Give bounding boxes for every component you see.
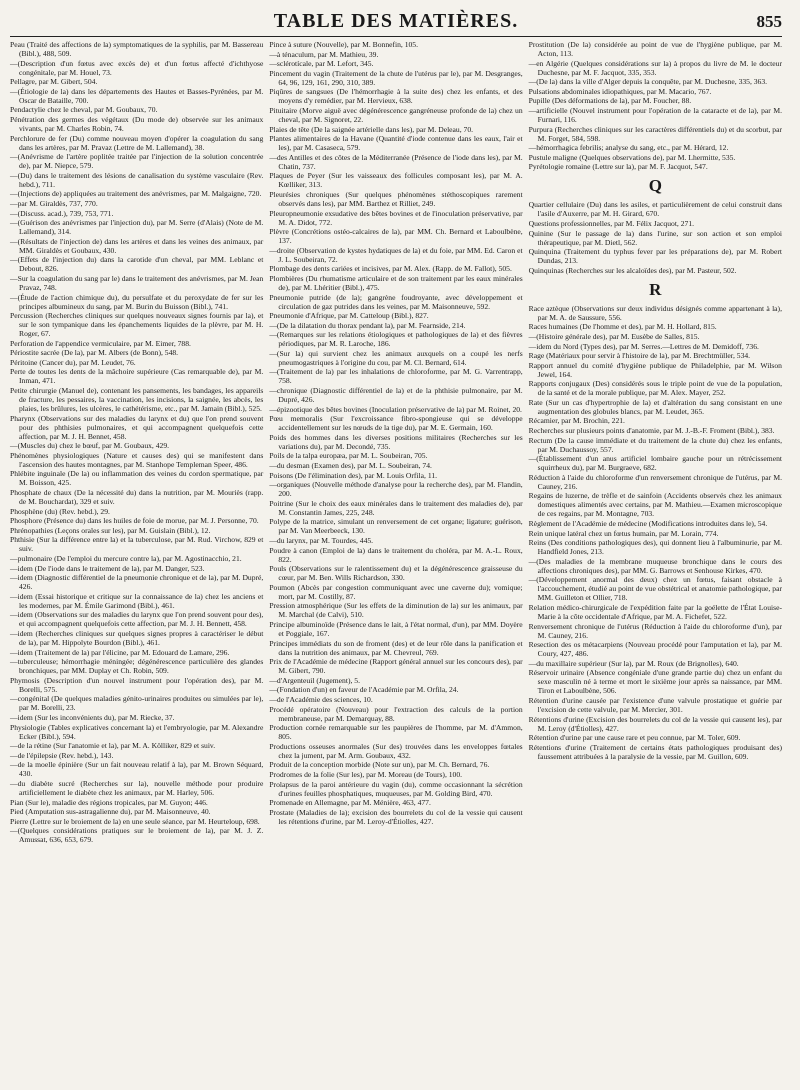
index-entry: Peau (Traité des affections de la) symptomatiques de la syphilis, par M. Bassereau (Bibl.), 488, 509. [10,40,264,58]
index-entry: Phymosis (Description d'un nouvel instrument pour l'opération des), par M. Borelli, 575. [10,675,264,694]
index-entry: Productions osseuses anormales (Sur des) trouvées dans les enveloppes fœtales chez la jument, par M. Arm. Goubaux, 432. [269,741,523,760]
index-entry: —artificielle (Nouvel instrument pour l'opération de la cataracte et de la), par M. Furnari, 116. [528,105,782,124]
index-entry: —(Établissement d'un anus artificiel lombaire gauche pour un rétrécissement squirrheux du), par M. Burgraeve, 682. [528,454,782,473]
index-entry: —(Étiologie de la) dans les départements des Hautes et Basses-Pyrénées, par M. Oscar de Bataille, 700. [10,86,264,105]
index-entry: Races humaines (De l'homme et des), par M. H. Hollard, 815. [528,322,717,332]
section-letter: Q [648,176,662,196]
index-entry: Plombage des dents cariées et incisives, par M. Alex. (Rapp. de M. Fallot), 505. [269,264,512,274]
index-entry: —(Muscles du) chez le bœuf, par M. Goubaux, 429. [10,441,170,451]
index-entry: —(Développement anormal des deux) chez un fœtus, faisant obstacle à l'accouchement, étudié au point de vue obstétrical et anatomie pathologique, par MM. Guilleton et Ollier, 718. [528,575,782,603]
index-entry: Plaques de Peyer (Sur les vaisseaux des follicules composant les), par M. A. Kœlliker, 313. [269,171,523,190]
index-entry: Rein unique latéral chez un fœtus humain, par M. Lorain, 774. [528,528,719,538]
index-entry: —des Antilles et des côtes de la Méditerranée (Présence de l'iode dans les), par M. Chatin, 737. [269,152,523,171]
index-entry: Pendactylie chez le cheval, par M. Goubaux, 70. [10,105,158,115]
index-entry: Péritoine (Cancer du), par M. Leudet, 76. [10,357,136,367]
index-entry: Perte de toutes les dents de la mâchoire supérieure (Cas remarquable de), par M. Inman, 471. [10,367,264,386]
index-entry: Plantes alimentaires de la Havane (Quantité d'iode contenue dans les eaux, l'air et les), par M. Casaseca, 579. [269,134,523,153]
index-entry: —congénital (De quelques maladies génito-urinaires produites ou simulées par le), par M. Borelli, 23. [10,694,264,713]
page-number: 855 [756,12,782,31]
index-entry: —chronique (Diagnostic différentiel de la) et de la phthisie pulmonaire, par M. Dupré, 426. [269,386,523,405]
index-entry: Réduction à l'aide du chloroforme d'un renversement chronique de l'utérus, par M. Cauney, 216. [528,472,782,491]
index-entry: —(Traitement de la) par les inhalations de chloroforme, par M. G. Varrentrapp, 758. [269,367,523,386]
index-entry: —idem du Nord (Types des), par M. Serres.—Lettres de M. Demidoff, 736. [528,341,759,351]
index-entry: Réservoir urinaire (Absence congéniale d'une grande partie du) chez un enfant du sexe masculin né à terme et mort le sixième jour après sa naissance, par MM. Tiron et Laboulbène, 506. [528,668,782,696]
index-entry: Reins (Des conditions pathologiques des), qui donnent lieu à l'albuminurie, par M. Handfield Jones, 213. [528,538,782,557]
index-entry: —tuberculeuse; hémorrhagie méningée; dégénérescence particulière des glandes bronchiques, par MM. Duplay et Ch. Robin, 509. [10,657,264,676]
index-entry: Poisons (De l'élimination des), par M. Louis Orfila, 11. [269,470,438,480]
index-entry: —idem (Diagnostic différentiel de la pneumonie chronique et de la), par M. Dupré, 426. [10,573,264,592]
index-entry: Prolapsus de la paroi antérieure du vagin (du), comme occasionnant la sécrétion d'urines feuilles phosphatiques, muqueuses, par M. Golding Bird, 470. [269,779,523,798]
header-rule [10,36,782,37]
index-entry: —(Remarques sur les relations étiologiques et pathologiques de la) et des fièvres périodiques, par M. R. Laroche, 186. [269,330,523,349]
index-entry: Prodromes de la folie (Sur les), par M. Moreau (de Tours), 100. [269,769,463,779]
index-entry: Pituitaire (Morve aiguë avec dégénérescence gangréneuse profonde de la) chez un cheval, par M. Signoret, 22. [269,105,523,124]
index-entry: Rétentions d'urine (Excision des bourrelets du col de la vessie qui causent les), par M. Leroy (d'Étiolles), 427. [528,714,782,733]
index-entry: Piqûres de sangsues (De l'hémorrhagie à la suite des) chez les enfants, et des moyens d'y remédier, par M. Hervieux, 638. [269,87,523,106]
index-entry: Rage (Matériaux pour servir à l'histoire de la), par M. Brechtmüller, 534. [528,351,751,361]
index-entry: Pulsations abdominales idiopathiques, par M. Macario, 767. [528,86,712,96]
index-entry: —(Injections de) appliquées au traitement des anévrismes, par M. Malgaigne, 720. [10,189,262,199]
index-entry: Prix de l'Académie de médecine (Rapport général annuel sur les concours des), par M. Gibert, 790. [269,657,523,676]
index-entry: Pustule maligne (Quelques observations de), par M. Lhermitte, 535. [528,152,736,162]
index-entry: Pince à suture (Nouvelle), par M. Bonnefin, 105. [269,40,419,49]
index-entry: Pharynx (Observations sur des maladies du larynx et du) que l'on prend souvent pour des phthisies pulmonaires, et qui accompagnent quelquefois cette affection, par M. J. H. Bennet, 458. [10,413,264,441]
index-entry: Pleurésies chroniques (Sur quelques phénomènes stéthoscopiques rarement observés dans les), par MM. Barthez et Rilliet, 249. [269,189,523,208]
index-entry: Percussion (Recherches cliniques sur quelques nouveaux signes fournis par la), et sur le son tympanique dans les épanchements liquides de la plèvre, par M. H. Roger, 67. [10,311,264,339]
index-entry: —(Fondation d'un) en faveur de l'Académie par M. Orfila, 24. [269,685,459,695]
index-entry: Rate (Sur un cas d'hypertrophie de la) et d'altération du sang consistant en une augmentation des globules blancs, par M. Leudet, 365. [528,397,782,416]
index-entry: Quartier cellulaire (Du) dans les asiles, et particulièrement de celui construit dans l'asile d'Auxerre, par M. H. Girard, 670. [528,200,782,219]
index-entry: —(Des maladies de la membrane muqueuse bronchique dans le cours des affections chroniques des), par MM. G. Barrows et Senhouse Kirkes, 470. [528,556,782,575]
index-entry: —idem (Essai historique et critique sur la connaissance de la) chez les anciens et les modernes, par M. Émile Garimond (Bibl.), 461. [10,591,264,610]
index-entry: Pneumonie putride (de la); gangrène foudroyante, avec développement et circulation de gaz putrides dans les veines, par M. Maisonneuve, 592. [269,292,523,311]
index-entry: Prostate (Maladies de la); excision des bourrelets du col de la vessie qui causent les rétentions d'urine, par M. Leroy-d'Étiolles, 427. [269,807,523,826]
index-entry: Périostite sacrée (De la), par M. Albers (de Bonn), 548. [10,348,179,358]
index-entry: Quinquina (Traitement du typhus fever par les préparations de), par M. Robert Dundas, 213. [528,247,782,266]
index-entry: —du diabète sucré (Recherches sur la), nouvelle méthode pour produire artificiellement le diabète chez les animaux, par M. Harley, 506. [10,778,264,797]
index-entry: Prostitution (De la) considérée au point de vue de l'hygiène publique, par M. Acton, 113. [528,40,782,58]
index-entry: —idem (Sur les inconvénients du), par M. Riecke, 37. [10,712,175,722]
index-entry: —du larynx, par M. Tourdes, 445. [269,536,374,545]
index-entry: Pouls (Observations sur le ralentissement du) et la dégénérescence graisseuse du cœur, par M. Ben. Wills Richardson, 330. [269,564,523,583]
index-entry: Purpura (Recherches cliniques sur les caractères différentiels du) et du scorbut, par M. Forget, 584, 598. [528,124,782,143]
index-entry: Produit de la conception morbide (Note sur un), par M. Ch. Bernard, 76. [269,760,490,770]
index-entry: Renversement chronique de l'utérus (Réduction à l'aide du chloroforme d'un), par M. Cauney, 216. [528,621,782,640]
index-entry: —en Algérie (Quelques considérations sur la) à propos du livre de M. le docteur Duchesne, par M. F. Jacquot, 335, 353. [528,58,782,77]
index-entry: Pupille (Des déformations de la), par M. Foucher, 88. [528,96,692,106]
index-entry: Quinine (Sur le passage de la) dans l'urine, sur son action et son emploi thérapeutique, par M. Dietl, 562. [528,228,782,247]
index-entry: —(Anévrisme de l'artère poplitée traitée par l'injection de la solution concentrée de), par M. Niepce, 579. [10,152,264,171]
index-entry: Quinquinas (Recherches sur les alcaloïdes des), par M. Pasteur, 502. [528,265,737,275]
index-entry: Phosphène (du) (Rev. hebd.), 29. [10,506,110,516]
index-entry: Phosphore (Présence du) dans les huiles de foie de morue, par M. J. Personne, 70. [10,516,259,526]
index-entry: Règlement de l'Académie de médecine (Modifications introduites dans le), 54. [528,519,768,529]
index-entry: Questions professionnelles, par M. Félix Jacquot, 271. [528,218,695,228]
index-entry: Pied (Amputation sus-astragalienne du), par M. Maisonneuve, 40. [10,807,211,817]
index-entry: Pyrétologie romaine (Lettre sur la), par M. F. Jacquot, 547. [528,162,708,172]
index-entry: Recherches sur plusieurs points d'anatomie, par M. J.-B.-F. Froment (Bibl.), 383. [528,426,775,436]
index-entry: —(De la dilatation du thorax pendant la), par M. Fearnside, 214. [269,320,466,330]
index-entry: —de l'Académie des sciences, 10. [269,694,373,704]
index-entry: —droite (Observation de kystes hydatiques de la) et du foie, par MM. Ed. Caron et J. L. Soubeiran, 72. [269,245,523,264]
index-entry: Pleuropneumonie exsudative des bêtes bovines et de l'inoculation préservative, par M. A. Didot, 772. [269,208,523,227]
index-entry: —idem (Traitement de la) par l'élicine, par M. Edouard de Lamare, 296. [10,647,230,657]
index-entry: Pneumonie d'Afrique, par M. Catteloup (Bibl.), 827. [269,311,429,321]
index-entry: Récamier, par M. Brochin, 221. [528,416,625,426]
column-middle [269,40,522,826]
index-entry: Relation médico-chirurgicale de l'expédition faite par la goélette de l'État Louise-Marie à la côte occidentale d'Afrique, par M. A. Fichefet, 522. [528,603,782,621]
index-entry: —de l'épilepsie (Rev. hebd.), 143. [10,750,114,760]
index-entry: Pénétration des germes des végétaux (Du mode de) observée sur les animaux vivants, par M. Charles Robin, 74. [10,114,264,133]
index-entry: —Sur la coagulation du sang par le) dans le traitement des anévrismes, par M. Jean Pravaz, 748. [10,273,264,292]
index-entry: Phlébite inguinale (De la) ou inflammation des veines du cordon spermatique, par M. Boisson, 425. [10,469,264,488]
index-entry: —idem (De l'iode dans le traitement de la), par M. Danger, 523. [10,563,205,573]
index-entry: Pierre (Lettre sur le broiement de la) en une seule séance, par M. Heurteloup, 698. [10,816,260,826]
index-entry: Phrénopathies (Leçons orales sur les), par M. Guislain (Bibl.), 12. [10,525,211,535]
page-header [10,8,782,34]
index-entry: Poids des hommes dans les diverses positions militaires (Recherches sur les variations du), par M. Decondé, 735. [269,432,523,451]
index-columns [10,40,782,845]
index-entry: —par M. Giraldès, 737, 770. [10,198,98,208]
index-entry: Rapports conjugaux (Des) considérés sous le triple point de vue de la population, de la santé et de la morale publique, par M. Alex. Mayer, 252. [528,379,782,398]
index-entry: Polype de la matrice, simulant un renversement de cet organe; ligature; guérison, par M. Van Meerbeeck, 130. [269,517,523,536]
index-entry: Pellagre, par M. Gibert, 504. [10,77,98,87]
index-entry: —de la rétine (Sur l'anatomie et la), par M. A. Kölliker, 829 et suiv. [10,741,216,751]
index-entry: Poitrine (Sur le choix des eaux minérales dans le traitement des maladies de), par M. Constantin James, 225, 248. [269,498,523,517]
index-entry: Procédé opératoire (Nouveau) pour l'extraction des calculs de la portion membraneuse, par M. Demarquay, 88. [269,704,523,723]
index-entry: —(Histoire générale des), par M. Eusèbe de Salles, 815. [528,331,700,341]
index-entry: Perforation de l'appendice vermiculaire, par M. Eimer, 788. [10,338,191,348]
index-entry: Resection des os métacarpiens (Nouveau procédé pour l'amputation et la), par M. Coury, 427, 486. [528,640,782,659]
index-entry: Poumon (Abcès par congestion communiquant avec une caverne du); vomique; mort, par M. Costilly, 87. [269,582,523,601]
index-entry: —(Étude de l'action chimique du), du persulfate et du peroxydate de fer sur les principes albumineux du sang, par M. Burin du Buisson (Bibl.), 741. [10,292,264,311]
index-entry: Plaies de tête (De la saignée artérielle dans les), par M. Deleau, 70. [269,124,474,134]
index-entry: —(Du) dans le traitement des lésions de canalisation du système vasculaire (Rev. hebd.), 711. [10,170,264,189]
index-entry: Phosphate de chaux (De la nécessité du) dans la nutrition, par M. Mouriès (rapp. de M. Bouchardat), 329 et suiv. [10,488,264,507]
index-entry: —du maxillaire supérieur (Sur la), par M. Roux (de Brignolles), 640. [528,658,739,668]
column-left [10,40,263,845]
index-entry: Perchlorure de fer (Du) comme nouveau moyen d'opérer la coagulation du sang dans les artères, par M. Pravaz (Lettre de M. Lallemand), 38. [10,133,264,152]
index-entry: —d'Argenteuil (Jugement), 5. [269,675,360,685]
index-entry: —épizootique des bêtes bovines (Inoculation préservative de la) par M. Roinet, 20. [269,404,522,414]
index-entry: —sclérotícale, par M. Lefort, 345. [269,59,374,69]
index-entry: Rapport annuel du comité d'hygiène publique de Philadelphie, par M. Wilson Jewel, 164. [528,360,782,379]
index-entry: Regains de luzerne, de trèfle et de sainfoin (Accidents observés chez les animaux domestiques alimentés avec certains, par M. Mathieu.—Examen microscopique de ces regains, par M. Montagne, 703. [528,491,782,519]
index-entry: Pœu memoralis (Sur l'excroissance fibro-spongieuse qui se développe accidentellement sur les nœuds de la tige du), par M. E. Germain, 160. [269,414,523,433]
index-entry: —(Quelques considérations pratiques sur le broiement de la), par M. J. Z. Amussat, 636, 653, 679. [10,826,264,845]
index-entry: —du desman (Examen des), par M. L. Soubeiran, 74. [269,461,432,471]
index-entry: —(Description d'un fœtus avec excès de) et d'un fœtus affecté d'ichthyose congénitale, par M. Houel, 73. [10,58,264,77]
index-entry: —idem (Observations sur des maladies du larynx que l'on prend souvent pour des), et qui accompagnent quelquefois cette affection, par M. J. H. Bennett, 458. [10,610,264,629]
index-entry: Plombières (Du rhumatisme articulaire et de son traitement par les eaux minérales de), par M. Lhéritier (Bibl.), 475. [269,273,523,292]
index-entry: Rétention d'urine par une cause rare et peu connue, par M. Toler, 609. [528,733,741,743]
index-entry: —à ténaculum, par M. Mathieu, 39. [269,49,379,59]
index-entry: Pian (Sur le), maladie des régions tropicales, par M. Guyon; 446. [10,797,208,807]
index-entry: —(Sur la) qui survient chez les animaux auxquels on a coupé les nerfs pneumogastriques à l'origine du cou, par M. Cl. Bernard, 614. [269,348,523,367]
index-entry: Promenade en Allemagne, par M. Ménière, 463, 477. [269,798,431,808]
section-letter: R [649,279,662,299]
index-entry: Poils de la talpa europæa, par M. L. Soubeiran, 705. [269,451,428,461]
index-entry: Phthisie (Sur la différence entre la) et la tuberculose, par M. Rud. Virchow, 829 et suiv. [10,535,264,554]
index-entry: —(Effets de l'injection du) dans la carotide d'un cheval, par MM. Leblanc et Debout, 826. [10,255,264,274]
index-entry: Plèvre (Concrétions ostéo-calcaires de la), par MM. Ch. Bernard et Laboulbène, 137. [269,227,523,246]
index-entry: Principe albuminoïde (Présence dans le lait, à l'état normal, d'un), par MM. Doyère et Poggiale, 167. [269,619,523,638]
index-entry: —(De la) dans la ville d'Alger depuis la conquête, par M. Duchesne, 335, 363. [528,77,768,87]
column-right [529,40,782,761]
index-entry: —pulmonaire (De l'emploi du mercure contre la), par M. Agostinacchio, 21. [10,554,242,563]
index-entry: —idem (Recherches cliniques sur quelques signes propres à caractériser le début de la), par M. Hippolyte Bourdon (Bibl.), 461. [10,628,264,647]
index-entry: Pincement du vagin (Traitement de la chute de l'utérus par le), par M. Desgranges, 64, 96, 129, 161, 290, 310, 389. [269,68,523,87]
index-entry: —hémorrhagica febrilis; analyse du sang, etc., par M. Hérard, 12. [528,143,729,153]
index-entry: Petite chirurgie (Manuel de), contenant les pansements, les bandages, les appareils de fracture, les pessaires, la vaccination, les incisions, la saignée, les abcès, les plaies, les brûlures, les ulcères, le cathétérisme, etc., par M. Jamain (Bibl.), 525. [10,386,264,414]
index-entry: —(Résultats de l'injection de) dans les artères et dans les veines des animaux, par MM. Giraldès et Goubaux, 430. [10,236,264,255]
index-entry: —(Discuss. acad.), 739, 753, 771. [10,208,114,218]
index-entry: Rétention d'urine causée par l'existence d'une valvule prostatique et guérie par l'excision de cette valvule, par M. Mercier, 301. [528,695,782,714]
index-entry: Production cornée remarquable sur les paupières de l'homme, par M. d'Ammon, 805. [269,723,523,742]
page-title: TABLE DES MATIÈRES. [273,10,519,32]
index-entry: Rétentions d'urine (Traitement de certains états pathologiques produisant des) faussement attribuées à la paralysie de la vessie, par M. Guillon, 609. [528,742,782,761]
index-entry: Principes immédiats du son de froment (des) et de leur rôle dans la panification et dans la nutrition des animaux, par M. Chevreul, 769. [269,638,523,657]
index-entry: Rectum (De la cause immédiate et du traitement de la chute du) chez les enfants, par M. Duchaussoy, 557. [528,435,782,454]
index-entry: Physiologie (Tables explicatives concernant la) et l'embryologie, par M. Alexandre Ecker (Bibl.), 594. [10,722,264,741]
index-entry: —(Guérison des anévrismes par l'injection du), par M. Serre (d'Alais) (Note de M. Lallemand), 314. [10,218,264,237]
index-entry: —de la moelle épinière (Sur un fait nouveau relatif à la), par M. Brown Séquard, 430. [10,760,264,779]
index-entry: Pression atmosphérique (Sur les effets de la diminution de la) sur les animaux, par M. Marchal (de Calvi), 510. [269,601,523,620]
index-entry: Race aztèque (Observations sur deux individus désignés comme appartenant à la), par M. A. de Saussure, 556. [528,303,782,322]
index-entry: Poudre à canon (Emploi de la) dans le traitement du choléra, par M. A.-L. Roux, 822. [269,545,523,564]
index-entry: —organiques (Nouvelle méthode d'analyse pour la recherche des), par M. Flandin, 200. [269,480,523,499]
index-entry: Phénomènes physiologiques (Nature et causes des) qui se manifestent dans l'ascension des hautes montagnes, par M. Stanhope Templeman Speer, 486. [10,450,264,469]
